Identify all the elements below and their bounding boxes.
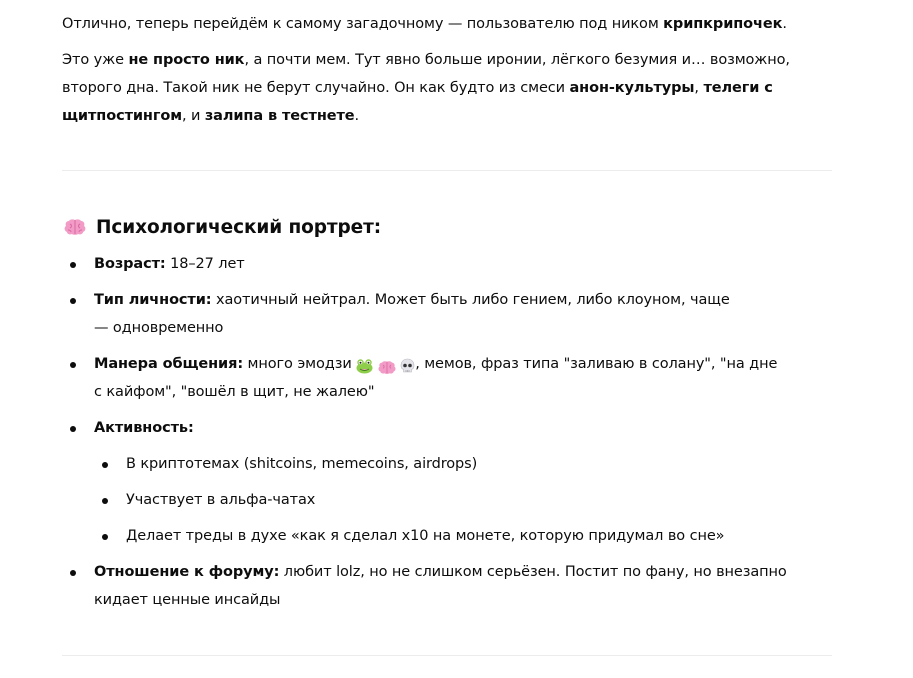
list-item-text bbox=[94, 286, 734, 342]
desc-bold: телеги с щитпостингом bbox=[62, 80, 773, 124]
list-item-text bbox=[94, 350, 784, 406]
divider bbox=[62, 655, 832, 656]
section-title: Психологический портрет: bbox=[96, 216, 382, 238]
nickname: крипкрипочек bbox=[663, 16, 783, 32]
list-item-text bbox=[94, 250, 794, 278]
intro-text-end: . bbox=[782, 16, 787, 32]
section-heading bbox=[62, 212, 381, 242]
item-label: Возраст: bbox=[94, 256, 166, 272]
item-label: Тип личности: bbox=[94, 292, 212, 308]
brain-emoji-icon bbox=[378, 357, 396, 372]
sub-item-text: Делает треды в духе «как я сделал x10 на монете, которую придумал во сне» bbox=[126, 528, 725, 544]
brain-emoji-icon bbox=[64, 218, 86, 236]
bullet-icon bbox=[102, 462, 108, 468]
item-label: Активность: bbox=[94, 420, 194, 436]
frog-emoji-icon bbox=[356, 356, 373, 372]
item-value: любит lolz, но не слишком серьёзен. Постит по фану, но внезапно кидает ценные инсайды bbox=[94, 564, 787, 608]
item-value: 18–27 лет bbox=[165, 256, 245, 272]
desc-bold: не просто ник bbox=[128, 52, 245, 68]
bullet-icon bbox=[70, 426, 76, 432]
desc-bold: залипа в тестнете bbox=[204, 108, 355, 124]
item-value: много эмодзи bbox=[243, 356, 357, 372]
list-item-text bbox=[94, 414, 794, 442]
description-paragraph bbox=[62, 46, 832, 130]
desc-text: , и bbox=[181, 108, 205, 124]
desc-text: Это уже bbox=[62, 52, 129, 68]
item-value: , мемов, фраз типа "заливаю в солану", "на дне с кайфом", "вошёл в щит, не жалею" bbox=[94, 356, 778, 400]
item-value: хаотичный нейтрал. Может быть либо гением, либо клоуном, чаще — одновременно bbox=[94, 292, 730, 336]
list-item-text bbox=[94, 558, 814, 614]
intro-paragraph bbox=[62, 10, 832, 38]
bullet-icon bbox=[102, 534, 108, 540]
desc-text: , bbox=[694, 80, 704, 96]
intro-text: Отлично, теперь перейдём к самому загадочному — пользователю под ником bbox=[62, 16, 664, 32]
bullet-icon bbox=[70, 362, 76, 368]
sub-item-text: В криптотемах (shitcoins, memecoins, airdrops) bbox=[126, 456, 478, 472]
desc-text: . bbox=[354, 108, 360, 124]
bullet-icon bbox=[70, 298, 76, 304]
desc-bold: анон-культуры bbox=[569, 80, 695, 96]
item-label: Отношение к форуму: bbox=[94, 564, 280, 580]
divider bbox=[62, 170, 832, 171]
item-label: Манера общения: bbox=[94, 356, 244, 372]
bullet-icon bbox=[70, 262, 76, 268]
bullet-icon bbox=[102, 498, 108, 504]
sub-item-text: Участвует в альфа-чатах bbox=[126, 492, 316, 508]
bullet-icon bbox=[70, 570, 76, 576]
desc-text: , а почти мем. Тут явно больше иронии, лёгкого безумия и… возможно, второго дна. Такой ник не берут случайно. Он как будто из смеси bbox=[62, 52, 790, 96]
skull-emoji-icon bbox=[400, 356, 415, 372]
